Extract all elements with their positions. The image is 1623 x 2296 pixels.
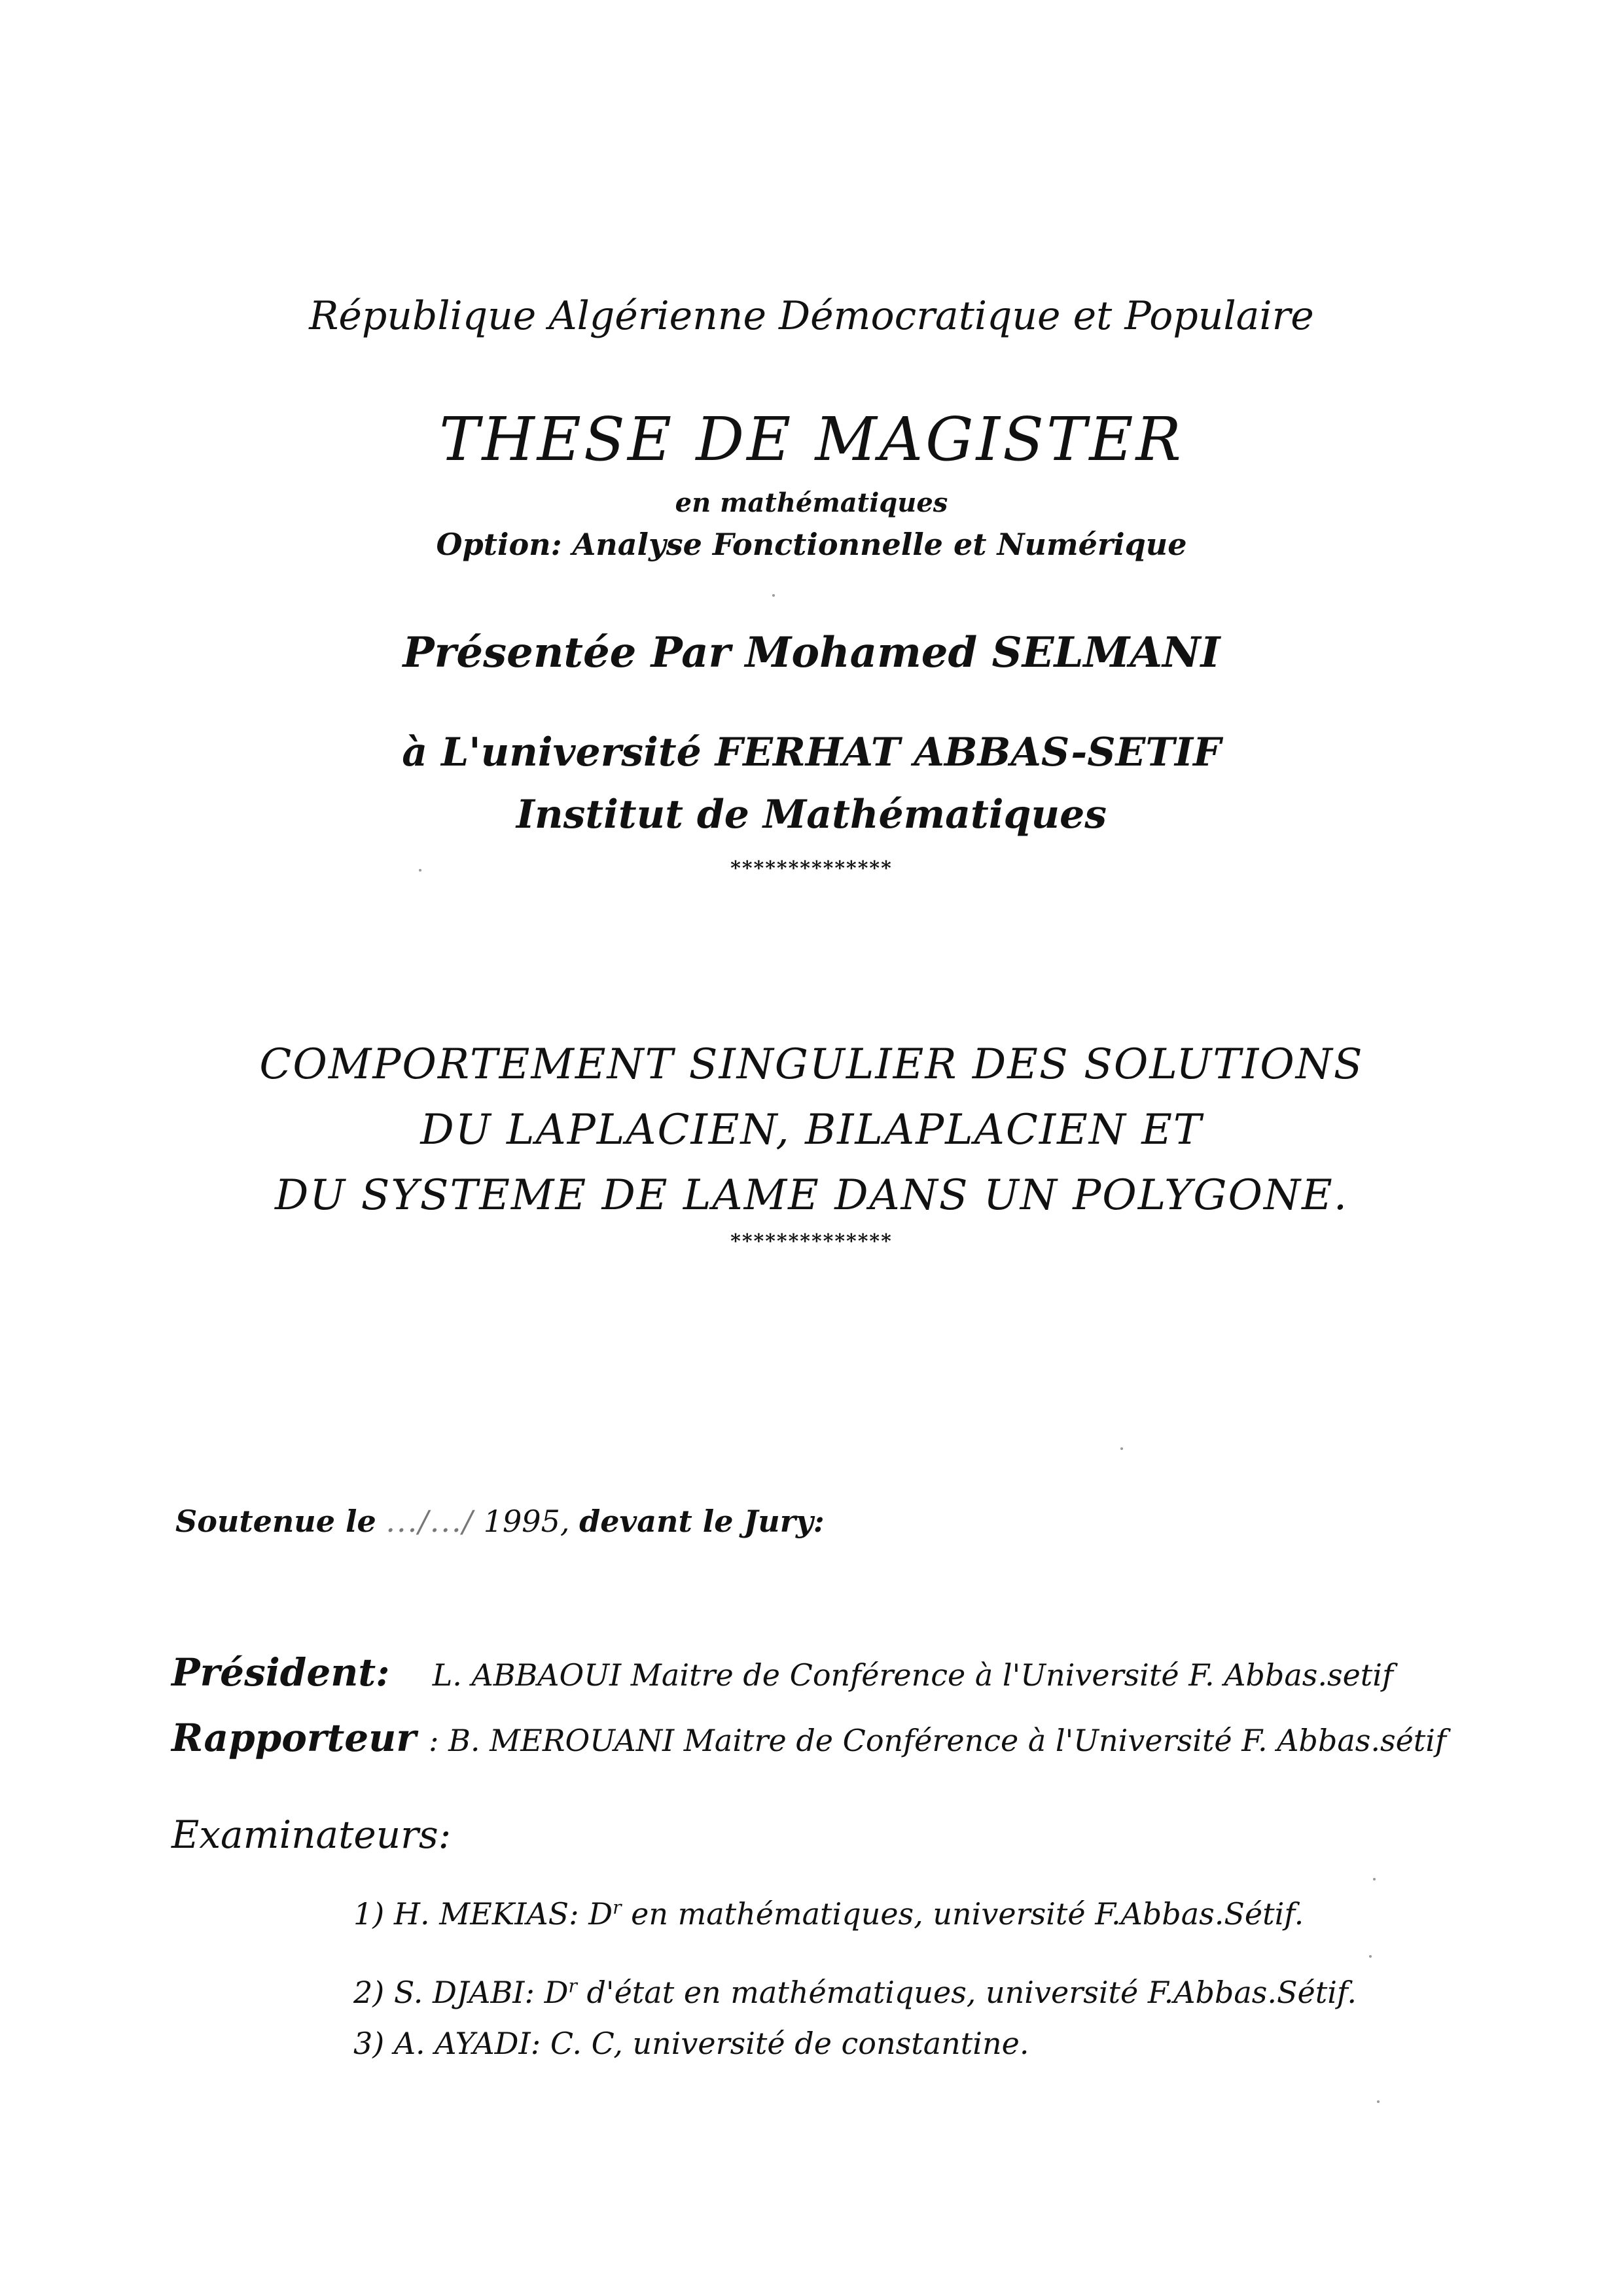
president-label: Président: (171, 1650, 390, 1695)
republic-heading: République Algérienne Démocratique et Populaire (309, 293, 1314, 339)
defense-prefix: Soutenue le (175, 1504, 376, 1539)
option-line: Option: Analyse Fonctionnelle et Numérique (436, 527, 1187, 562)
defense-year: 1995, (483, 1504, 570, 1539)
examiner-2 (353, 1975, 1357, 2010)
defense-date-line (175, 1504, 825, 1539)
separator-stars-bottom: ************** (730, 1230, 893, 1253)
scan-speck (1377, 2100, 1380, 2103)
examiner-1-sup: r (613, 1896, 622, 1918)
field-line: en mathématiques (675, 487, 948, 518)
examiner-2-name: 2) S. DJABI: D (353, 1975, 569, 2010)
examiner-1-detail: en mathématiques, université F.Abbas.Sétif. (621, 1896, 1304, 1932)
scan-speck (1373, 1878, 1376, 1881)
subject-title-line-2: DU LAPLACIEN, BILAPLACIEN ET (420, 1106, 1203, 1154)
scan-speck (1120, 1447, 1123, 1450)
defense-date-blurred: .../.../ (385, 1504, 474, 1539)
subject-title-line-1: COMPORTEMENT SINGULIER DES SOLUTIONS (259, 1040, 1364, 1089)
scan-speck (772, 594, 775, 597)
examiner-2-detail: d'état en mathématiques, université F.Abbas.Sétif. (577, 1975, 1357, 2010)
jury-rapporteur (171, 1716, 1446, 1760)
examiners-heading: Examinateurs: (171, 1812, 452, 1857)
examiner-1 (353, 1896, 1304, 1932)
separator-stars-top: ************** (730, 857, 893, 880)
examiner-3 (353, 2026, 1029, 2061)
scan-speck (1369, 1955, 1372, 1958)
president-member: L. ABBAOUI Maitre de Conférence à l'Université F. Abbas.setif (432, 1657, 1394, 1693)
thesis-title: THESE DE MAGISTER (439, 404, 1184, 474)
author-line: Présentée Par Mohamed SELMANI (402, 628, 1221, 677)
examiner-3-name: 3) A. AYADI: C. C, université de constantine. (353, 2026, 1029, 2061)
examiner-1-name: 1) H. MEKIAS: D (353, 1896, 613, 1932)
jury-president (171, 1650, 1393, 1695)
institute-line: Institut de Mathématiques (516, 792, 1107, 838)
defense-suffix: devant le Jury: (579, 1504, 825, 1539)
examiner-2-sup: r (568, 1975, 577, 1997)
scan-speck (419, 869, 421, 872)
university-line: à L'université FERHAT ABBAS-SETIF (402, 730, 1221, 775)
rapporteur-member: : B. MEROUANI Maitre de Conférence à l'Université F. Abbas.sétif (428, 1723, 1447, 1758)
rapporteur-label: Rapporteur (171, 1716, 416, 1760)
subject-title-line-3: DU SYSTEME DE LAME DANS UN POLYGONE. (274, 1171, 1349, 1220)
